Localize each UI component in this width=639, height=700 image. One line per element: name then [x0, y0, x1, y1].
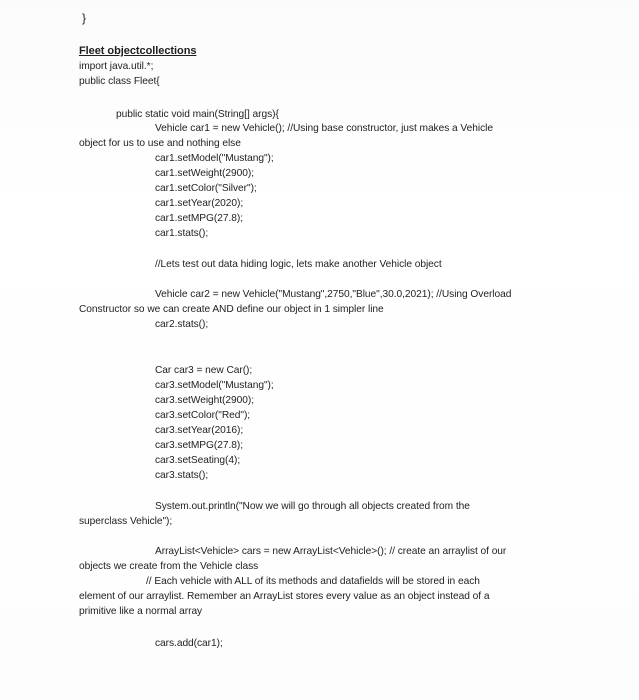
code-line: car1.setModel("Mustang");	[155, 153, 274, 164]
code-line: car1.stats();	[155, 228, 209, 239]
storage-comment: // Each vehicle with ALL of its methods and datafields will be stored in each	[146, 576, 480, 587]
add-car-line: cars.add(car1);	[155, 638, 223, 649]
code-line: car3.setMPG(27.8);	[155, 440, 243, 451]
closing-brace: }	[82, 11, 86, 25]
code-line: car3.setModel("Mustang");	[155, 380, 274, 391]
section-heading: Fleet objectcollections	[79, 45, 197, 57]
code-line: car3.setSeating(4);	[155, 455, 241, 466]
code-line: car1.setWeight(2900);	[155, 168, 254, 179]
arraylist-declaration-continued: objects we create from the Vehicle class	[79, 561, 259, 572]
car2-declaration-continued: Constructor so we can create AND define our object in 1 simpler line	[79, 304, 384, 315]
println-line: System.out.println("Now we will go through all objects created from the	[155, 501, 470, 512]
code-line: car3.setWeight(2900);	[155, 395, 254, 406]
code-line: car1.setMPG(27.8);	[155, 213, 243, 224]
data-hiding-comment: //Lets test out data hiding logic, lets make another Vehicle object	[155, 259, 442, 270]
code-line: car2.stats();	[155, 319, 209, 330]
code-line: car3.setColor("Red");	[155, 410, 251, 421]
main-declaration: public static void main(String[] args){	[116, 109, 279, 120]
import-line: import java.util.*;	[79, 61, 154, 72]
class-declaration: public class Fleet{	[79, 76, 160, 87]
code-line: car1.setYear(2020);	[155, 198, 244, 209]
storage-comment-continued: element of our arraylist. Remember an ArrayList stores every value as an object instead of a	[79, 591, 490, 602]
storage-comment-continued: primitive like a normal array	[79, 606, 203, 617]
code-line: car3.stats();	[155, 470, 209, 481]
car1-declaration: Vehicle car1 = new Vehicle(); //Using base constructor, just makes a Vehicle	[155, 123, 493, 134]
println-line-continued: superclass Vehicle");	[79, 516, 173, 527]
code-line: car1.setColor("Silver");	[155, 183, 257, 194]
code-line: Car car3 = new Car();	[155, 365, 253, 376]
arraylist-declaration: ArrayList<Vehicle> cars = new ArrayList<Vehicle>(); // create an arraylist of our	[155, 546, 507, 557]
car2-declaration: Vehicle car2 = new Vehicle("Mustang",2750,"Blue",30.0,2021); //Using Overload	[155, 289, 512, 300]
car1-declaration-continued: object for us to use and nothing else	[79, 138, 241, 149]
code-line: car3.setYear(2016);	[155, 425, 244, 436]
